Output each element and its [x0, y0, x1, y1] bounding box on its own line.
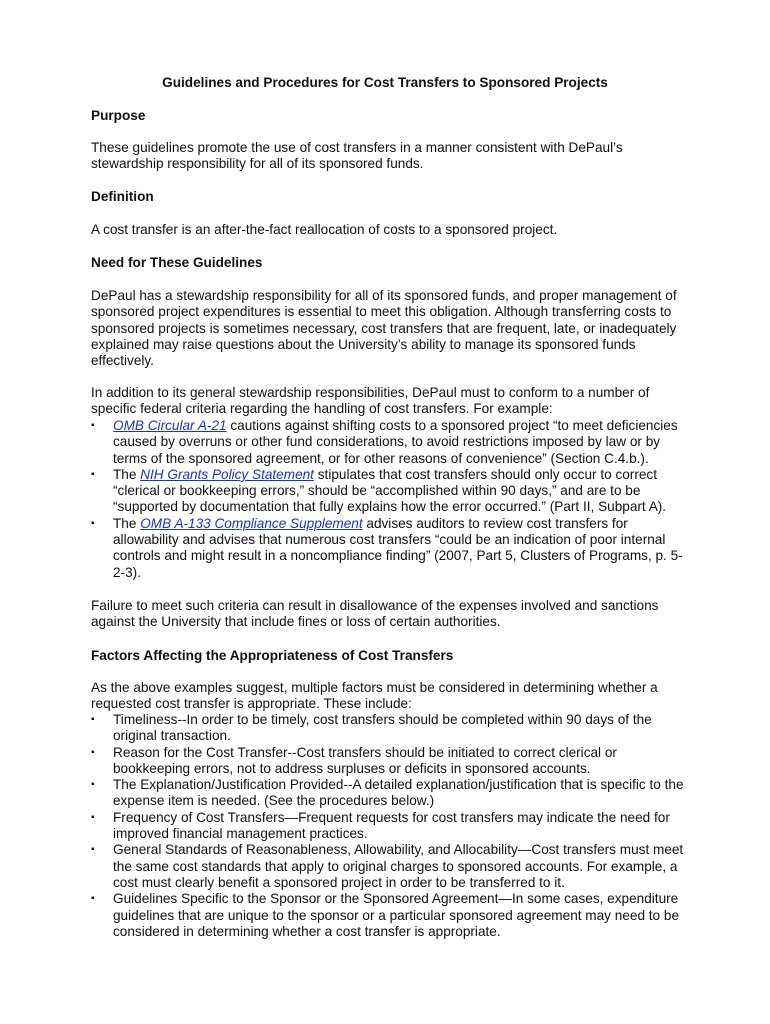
document-title: Guidelines and Procedures for Cost Transfers to Sponsored Projects [162, 75, 608, 90]
item-prefix: The [113, 466, 141, 482]
list-item [91, 467, 691, 516]
need-paragraph-2: In addition to its general stewardship responsibilities, DePaul must to conform to a number of specific federal criteria regarding the handling of cost transfers. For example: [91, 385, 650, 417]
omb-circular-a21-link[interactable]: OMB Circular A-21 [113, 418, 227, 433]
list-item [91, 418, 691, 467]
factor-text: The Explanation/Justification Provided--A detailed explanation/justification that is specific to the expense item is needed. (See the procedures below.) [113, 777, 684, 809]
bullet-icon: ▪ [91, 893, 95, 905]
bullet-icon: ▪ [91, 746, 95, 758]
bullet-icon: ▪ [91, 420, 95, 431]
factors-list [91, 712, 691, 940]
purpose-heading: Purpose [91, 108, 146, 123]
factor-text: Frequency of Cost Transfers—Frequent requests for cost transfers may indicate the need for improved financial management practices. [113, 809, 670, 842]
factor-text: Reason for the Cost Transfer--Cost transfers should be initiated to correct clerical or bookkeeping errors, not to address surpluses or deficits in sponsored accounts. [113, 744, 617, 776]
list-item [91, 842, 691, 891]
need-paragraph-1: DePaul has a stewardship responsibility for all of its sponsored funds, and proper management of sponsored project expenditures is essential to meet this obligation. Although transferring costs to sponsored projects is sometimes necessary, cost transfers that are frequent, late, or inadequately explained may raise questions about the University’s ability to manage its sponsored funds effectively. [91, 288, 677, 369]
list-item [91, 745, 691, 778]
list-item [91, 516, 691, 581]
factor-text: Guidelines Specific to the Sponsor or the Sponsored Agreement—In some cases, expenditure guidelines that are unique to the sponsor or a particular sponsored agreement may need to be considered in determining whether a cost transfer is appropriate. [113, 891, 680, 939]
factor-text: Timeliness--In order to be timely, cost transfers should be completed within 90 days of the original transaction. [113, 712, 652, 744]
factors-heading: Factors Affecting the Appropriateness of Cost Transfers [91, 648, 454, 663]
bullet-icon: ▪ [91, 811, 95, 823]
definition-text: A cost transfer is an after-the-fact reallocation of costs to a sponsored project. [91, 222, 558, 237]
nih-grants-policy-link[interactable]: NIH Grants Policy Statement [140, 466, 314, 482]
purpose-text: These guidelines promote the use of cost transfers in a manner consistent with DePaul’s stewardship responsibility for all of its sponsored funds. [91, 140, 623, 172]
need-paragraph-3: Failure to meet such criteria can result in disallowance of the expenses involved and sanctions against the University that include fines or loss of certain authorities. [91, 598, 659, 630]
list-item [91, 891, 691, 940]
item-text: stipulates that cost transfers should only occur to correct “clerical or bookkeeping errors,” should be “accomplished within 90 days,” and are to be “supported by documentation that fully explains how the error occurred.” (Part II, Subpart A). [113, 466, 667, 515]
bullet-icon: ▪ [91, 468, 95, 480]
omb-a133-supplement-link[interactable]: OMB A-133 Compliance Supplement [140, 515, 363, 531]
need-heading: Need for These Guidelines [91, 255, 263, 270]
item-text: advises auditors to review cost transfers for allowability and advises that numerous cost transfers “could be an indication of poor internal controls and might result in a noncompliance finding” (2007, Part 5, Clusters of Programs, p. 5-2-3). [113, 515, 683, 580]
bullet-icon: ▪ [91, 844, 95, 856]
federal-criteria-list [91, 418, 691, 581]
item-prefix: The [113, 515, 141, 531]
list-item [91, 777, 691, 810]
bullet-icon: ▪ [91, 714, 95, 725]
factors-intro: As the above examples suggest, multiple factors must be considered in determining whether a requested cost transfer is appropriate. These include: [91, 680, 658, 712]
list-item [91, 712, 691, 745]
item-text: cautions against shifting costs to a sponsored project “to meet deficiencies caused by overruns or other fund considerations, to avoid restrictions imposed by law or by terms of the sponsored agreement, or for other reasons of convenience” (Section C.4.b.). [113, 418, 678, 466]
bullet-icon: ▪ [91, 517, 95, 529]
bullet-icon: ▪ [91, 779, 95, 791]
list-item [91, 810, 691, 843]
factor-text: General Standards of Reasonableness, Allowability, and Allocability—Cost transfers must meet the same cost standards that apply to original charges to sponsored accounts. For example, a cost must clearly benefit a sponsored project in order to be transferred to it. [113, 842, 684, 890]
definition-heading: Definition [91, 189, 154, 204]
